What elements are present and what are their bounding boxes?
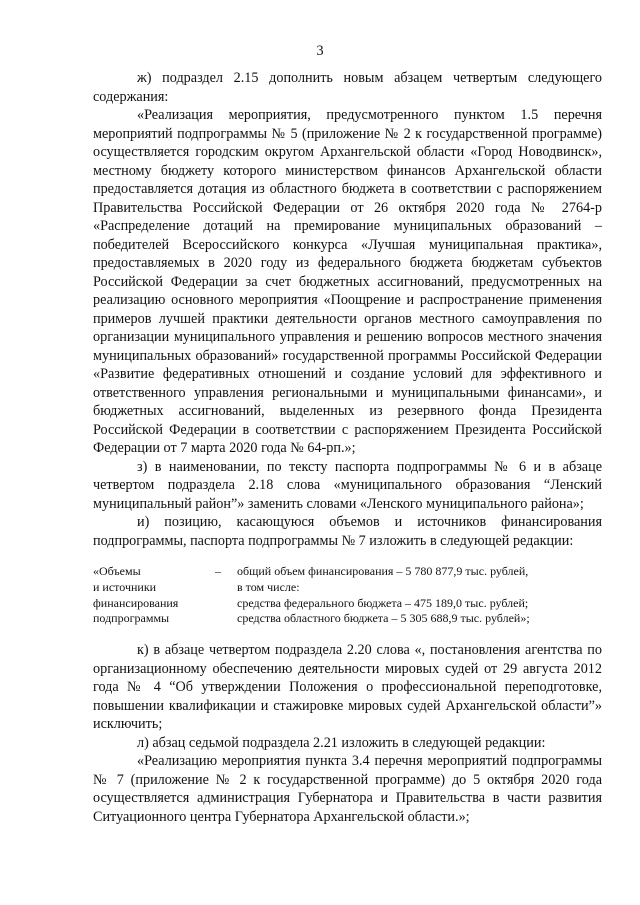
financing-table-label: финансирования xyxy=(93,595,179,610)
paragraph-quote-2-21: «Реализацию мероприятия пункта 3.4 перечня мероприятий подпрограммы № 7 (приложение № 2 к государственной программе) до 5 октября 2020 года осуществляется администрация Губернатора и Правительства в части развития Ситуационного центра Губернатора Архангельской области.»; xyxy=(93,753,602,825)
document-body xyxy=(93,69,602,826)
financing-table-value: в том числе: xyxy=(237,579,300,594)
paragraph-zh: ж) подраздел 2.15 дополнить новым абзацем четвертым следующего содержания: xyxy=(93,70,602,105)
financing-table-value-column xyxy=(237,564,602,627)
financing-table-dash: – xyxy=(215,564,221,578)
paragraph-l: л) абзац седьмой подраздела 2.21 изложить в следующей редакции: xyxy=(137,734,546,751)
financing-table-label: и источники xyxy=(93,579,157,594)
financing-table xyxy=(93,564,602,627)
paragraph-z: з) в наименовании, по тексту паспорта подпрограммы № 6 и в абзаце четвертом подраздела 2.18 слова «муниципального образования “Ленский муниципальный район”» заменить словами «Ленского муниципального района»; xyxy=(93,458,602,512)
financing-table-value: средства областного бюджета – 5 305 688,9 тыс. рублей»; xyxy=(237,611,530,626)
financing-table-label-column xyxy=(93,564,199,627)
financing-table-label: подпрограммы xyxy=(93,611,170,626)
paragraph-quote-2-15: «Реализация мероприятия, предусмотренного пунктом 1.5 перечня мероприятий подпрограммы № 5 (приложение № 2 к государственной программе) осуществляется городским округом Архангельской области «Город Новодвинск», местному бюджету которого министерством финансов Архангельской области предоставляется дотация из областного бюджета в соответствии с распоряжением Правительства Российской Федерации от 26 октября 2020 года № 2764-р «Распределение дотаций на премирование муниципальных образований – победителей Всероссийского конкурса «Лучшая муниципальная практика», предоставляемых в 2020 году из федерального бюджета бюджетам субъектов Российской Федерации за счет бюджетных ассигнований, предусмотренных на реализацию основного мероприятия «Поощрение и распространение применения примеров лучшей практики деятельности органов местного самоуправления по организации муниципального управления и решению вопросов местного значения муниципальных образований» государственной программы Российской Федерации «Развитие федеративных отношений и создание условий для эффективного и ответственного управления региональными и муниципальными финансами», и бюджетных ассигнований, выделенных из резервного фонда Президента Российской Федерации в соответствии с распоряжением Президента Российской Федерации от 7 марта 2020 года № 64-рп.»; xyxy=(93,107,602,456)
financing-table-value: средства федерального бюджета – 475 189,0 тыс. рублей; xyxy=(237,595,529,610)
paragraph-k: к) в абзаце четвертом подраздела 2.20 слова «, постановления агентства по организационному обеспечению деятельности мировых судей от 29 августа 2012 года № 4 “Об утверждении Положения о профессиональной переподготовке, повышении квалификации и стажировке мировых судей Архангельской области”» исключить; xyxy=(93,642,602,733)
financing-table-value: общий объем финансирования – 5 780 877,9 тыс. рублей, xyxy=(237,564,529,578)
paragraph-i: и) позицию, касающуюся объемов и источников финансирования подпрограммы, паспорта подпрограммы № 7 изложить в следующей редакции: xyxy=(93,514,602,549)
page-number: 3 xyxy=(316,43,324,59)
financing-table-label: «Объемы xyxy=(93,564,141,578)
